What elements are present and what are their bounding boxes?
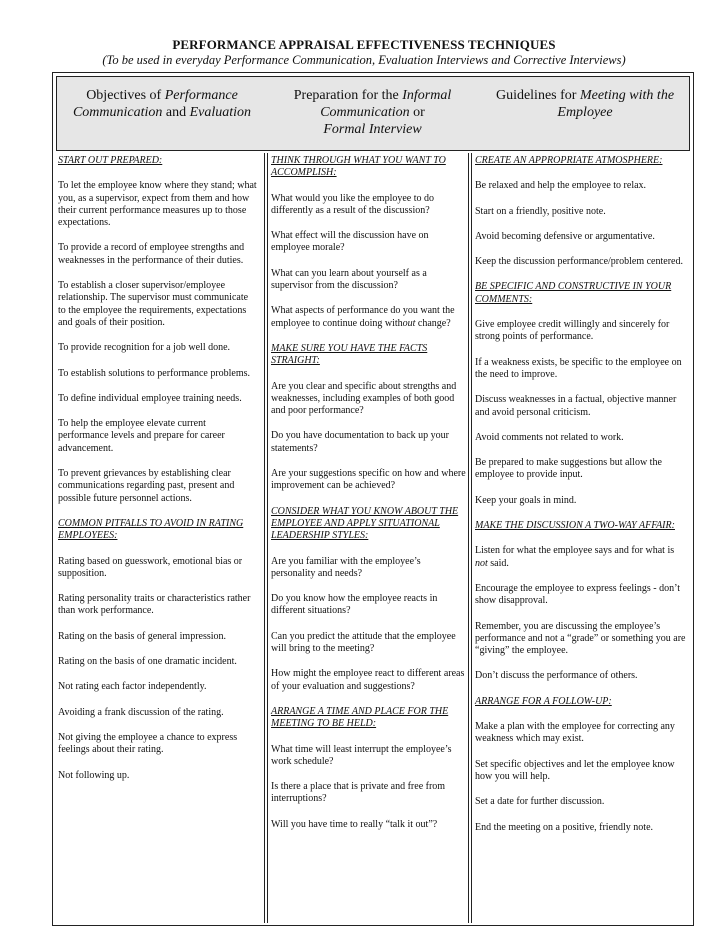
list-item: End the meeting on a positive, friendly note. xyxy=(475,821,654,833)
section-heading: CREATE AN APPROPRIATE ATMOSPHERE: xyxy=(475,155,663,166)
list-item: To let the employee know where they stand; what you, as a supervisor, expect from them and how their current performance measures up to those expectations. xyxy=(58,180,257,229)
list-item: Set a date for further discussion. xyxy=(475,796,605,808)
list-item: Discuss weaknesses in a factual, objective manner and avoid personal criticism. xyxy=(475,394,677,418)
list-item: Make a plan with the employee for correcting any weakness which may exist. xyxy=(475,721,675,745)
column-divider xyxy=(468,153,469,923)
list-item: Don’t discuss the performance of others. xyxy=(475,670,638,682)
list-item: Are you familiar with the employee’s personality and needs? xyxy=(271,555,421,579)
section-heading: MAKE SURE YOU HAVE THE FACTS STRAIGHT: xyxy=(271,342,428,367)
column-objectives xyxy=(58,155,258,795)
section-heading: COMMON PITFALLS TO AVOID IN RATING EMPLOYEES: xyxy=(58,517,244,542)
list-item: Avoiding a frank discussion of the rating. xyxy=(58,706,224,718)
list-item: Rating based on guesswork, emotional bias or supposition. xyxy=(58,555,243,579)
list-item: Do you have documentation to back up your statements? xyxy=(271,430,450,454)
list-item: To establish a closer supervisor/employee relationship. The supervisor must communicate to the employee the requirements, expectations and goals of their position. xyxy=(58,280,249,328)
list-item: If a weakness exists, be specific to the employee on the need to improve. xyxy=(475,356,682,380)
list-item: What can you learn about yourself as a supervisor from the discussion? xyxy=(271,267,427,292)
list-item: Start on a friendly, positive note. xyxy=(475,205,606,217)
list-item: Be prepared to make suggestions but allow the employee to provide input. xyxy=(475,457,662,481)
list-item: Do you know how the employee reacts in different situations? xyxy=(271,593,438,617)
list-item: Keep your goals in mind. xyxy=(475,494,577,506)
header-preparation: Preparation for the Informal Communication or Formal Interview xyxy=(293,88,452,137)
section-heading: ARRANGE A TIME AND PLACE FOR THE MEETING TO BE HELD: xyxy=(271,705,449,730)
list-item: Not rating each factor independently. xyxy=(58,681,207,693)
list-item: Will you have time to really “talk it out”? xyxy=(271,818,438,830)
page-subtitle: (To be used in everyday Performance Communication, Evaluation Interviews and Corrective Interviews) xyxy=(102,53,626,67)
list-item: Is there a place that is private and free from interruptions? xyxy=(271,781,446,805)
page-title: PERFORMANCE APPRAISAL EFFECTIVENESS TECHNIQUES xyxy=(172,37,556,52)
list-item: Be relaxed and help the employee to relax. xyxy=(475,180,647,192)
list-item: To help the employee elevate current performance levels and prepare for career advancement. xyxy=(58,418,225,454)
list-item: What would you like the employee to do differently as a result of the discussion? xyxy=(271,192,435,216)
list-item: Are you clear and specific about strengths and weaknesses, including examples of both good and poor performance? xyxy=(271,380,457,417)
list-item: Set specific objectives and let the employee know how you will help. xyxy=(475,758,675,782)
column-divider xyxy=(264,153,265,923)
section-heading: ARRANGE FOR A FOLLOW-UP: xyxy=(475,695,612,707)
techniques-table xyxy=(52,72,694,926)
column-divider xyxy=(267,153,268,923)
table-header-row xyxy=(56,76,690,151)
section-heading: BE SPECIFIC AND CONSTRUCTIVE IN YOUR COMMENTS: xyxy=(475,281,672,305)
list-item: Avoid comments not related to work. xyxy=(475,431,624,443)
list-item: Keep the discussion performance/problem centered. xyxy=(475,256,683,268)
column-preparation xyxy=(271,155,466,844)
section-heading: CONSIDER WHAT YOU KNOW ABOUT THE EMPLOYEE AND APPLY SITUATIONAL LEADERSHIP STYLES: xyxy=(271,505,459,542)
list-item: Give employee credit willingly and sincerely for strong points of performance. xyxy=(475,319,670,343)
list-item: Rating personality traits or characteristics rather than work performance. xyxy=(58,593,251,617)
list-item: Are your suggestions specific on how and where improvement can be achieved? xyxy=(271,468,466,492)
list-item: What time will least interrupt the employee’s work schedule? xyxy=(271,743,452,767)
list-item: Rating on the basis of one dramatic incident. xyxy=(58,656,237,668)
section-heading: MAKE THE DISCUSSION A TWO-WAY AFFAIR: xyxy=(475,520,675,532)
list-item: To establish solutions to performance problems. xyxy=(58,367,251,379)
list-item: What aspects of performance do you want the employee to continue doing without change? xyxy=(271,305,455,329)
list-item: Not following up. xyxy=(58,769,130,781)
section-heading: THINK THROUGH WHAT YOU WANT TO ACCOMPLISH: xyxy=(271,155,446,179)
list-item: Rating on the basis of general impression. xyxy=(58,630,227,642)
column-guidelines xyxy=(475,155,689,847)
section-heading: START OUT PREPARED: xyxy=(58,155,163,166)
list-item: Listen for what the employee says and for what is not said. xyxy=(475,545,675,569)
list-item: To define individual employee training needs. xyxy=(58,392,242,404)
list-item: To provide a record of employee strengths and weaknesses in the performance of their duties. xyxy=(58,242,245,266)
list-item: What effect will the discussion have on employee morale? xyxy=(271,230,429,254)
list-item: Not giving the employee a chance to express feelings about their rating. xyxy=(58,731,238,756)
list-item: How might the employee react to different areas of your evaluation and suggestions? xyxy=(271,668,465,692)
list-item: To provide recognition for a job well done. xyxy=(58,342,231,354)
list-item: Can you predict the attitude that the employee will bring to the meeting? xyxy=(271,630,456,655)
list-item: Encourage the employee to express feelings - don’t show disapproval. xyxy=(475,582,681,607)
list-item: Avoid becoming defensive or argumentative. xyxy=(475,230,655,242)
column-divider xyxy=(471,153,472,923)
list-item: To prevent grievances by establishing clear communications regarding past, present and possible future personnel actions. xyxy=(58,468,235,504)
list-item: Remember, you are discussing the employee’s performance and not a “grade” or something you are “giving” the employee. xyxy=(475,620,686,657)
header-objectives: Objectives of Performance Communication and Evaluation xyxy=(72,88,252,120)
header-guidelines: Guidelines for Meeting with the Employee xyxy=(495,88,675,120)
